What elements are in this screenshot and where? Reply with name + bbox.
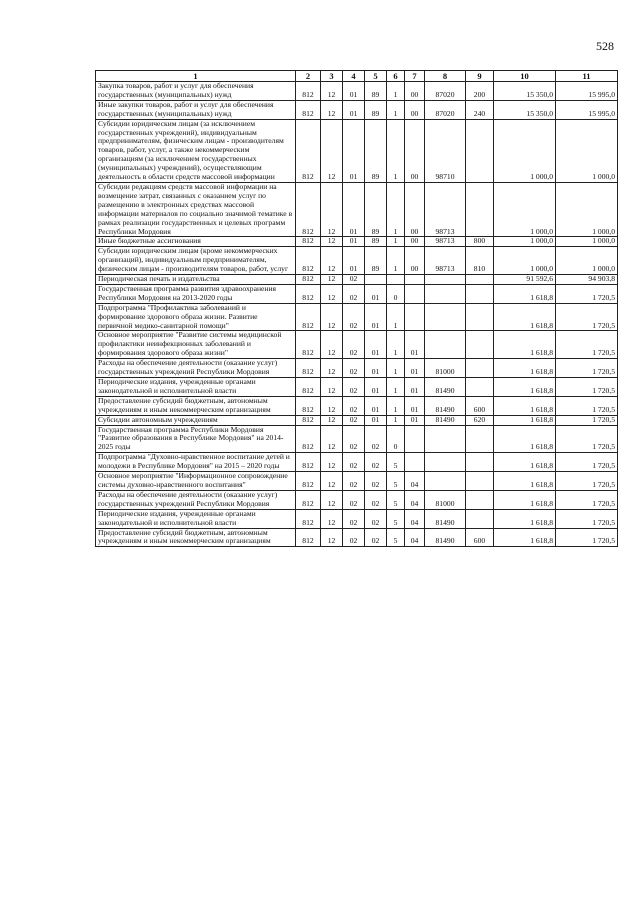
program-cell: 01 — [365, 284, 387, 303]
direction-cell — [425, 331, 466, 359]
code-cell: 812 — [296, 453, 321, 472]
amount-year-2-cell: 1 720,5 — [556, 331, 618, 359]
table-header-row — [96, 71, 618, 82]
program-cell: 01 — [365, 303, 387, 331]
direction-cell — [425, 453, 466, 472]
subsection-cell: 02 — [343, 378, 365, 397]
amount-year-2-cell: 1 720,5 — [556, 415, 618, 425]
expense-type-cell — [466, 275, 494, 285]
expense-type-cell: 200 — [466, 82, 494, 101]
column-header: 10 — [494, 71, 556, 82]
event-cell — [405, 425, 425, 453]
subprogram-cell: 1 — [387, 119, 405, 182]
row-name-cell: Расходы на обеспечение деятельности (оказание услуг) государственных учреждений Республики Мордовия — [96, 490, 296, 509]
subsection-cell: 02 — [343, 415, 365, 425]
event-cell: 01 — [405, 396, 425, 415]
subprogram-cell: 1 — [387, 237, 405, 247]
program-cell: 01 — [365, 359, 387, 378]
direction-cell — [425, 303, 466, 331]
subsection-cell: 01 — [343, 237, 365, 247]
subsection-cell: 01 — [343, 82, 365, 101]
expense-type-cell — [466, 119, 494, 182]
table-row — [96, 359, 618, 378]
expense-type-cell — [466, 472, 494, 491]
amount-year-1-cell: 1 000,0 — [494, 119, 556, 182]
expense-type-cell — [466, 303, 494, 331]
section-cell: 12 — [321, 425, 343, 453]
budget-table — [95, 70, 618, 547]
section-cell: 12 — [321, 275, 343, 285]
row-name-cell: Основное мероприятие "Информационное сопровождение системы духовно-нравственного воспитания" — [96, 472, 296, 491]
direction-cell: 87020 — [425, 82, 466, 101]
direction-cell: 81490 — [425, 415, 466, 425]
program-cell: 02 — [365, 528, 387, 547]
row-name-cell: Подпрограмма "Профилактика заболеваний и формирование здорового образа жизни. Развитие первичной медико-санитарной помощи" — [96, 303, 296, 331]
program-cell: 89 — [365, 119, 387, 182]
event-cell: 01 — [405, 331, 425, 359]
event-cell: 04 — [405, 509, 425, 528]
row-name-cell: Субсидии автономным учреждениям — [96, 415, 296, 425]
direction-cell: 98710 — [425, 119, 466, 182]
event-cell: 01 — [405, 359, 425, 378]
amount-year-2-cell: 1 720,5 — [556, 284, 618, 303]
code-cell: 812 — [296, 415, 321, 425]
column-header: 2 — [296, 71, 321, 82]
subprogram-cell: 1 — [387, 415, 405, 425]
direction-cell: 98713 — [425, 247, 466, 275]
subprogram-cell: 0 — [387, 425, 405, 453]
code-cell: 812 — [296, 425, 321, 453]
event-cell: 00 — [405, 247, 425, 275]
subsection-cell: 02 — [343, 425, 365, 453]
amount-year-1-cell: 91 592,6 — [494, 275, 556, 285]
row-name-cell: Периодические издания, учрежденные органами законодательной и исполнительной власти — [96, 378, 296, 397]
row-name-cell: Подпрограмма "Духовно-нравственное воспитание детей и молодежи в Республике Мордовия" на 2015 – 2020 годы — [96, 453, 296, 472]
program-cell: 89 — [365, 237, 387, 247]
table-row — [96, 509, 618, 528]
subsection-cell: 02 — [343, 284, 365, 303]
subsection-cell: 02 — [343, 359, 365, 378]
subprogram-cell: 0 — [387, 284, 405, 303]
column-header: 3 — [321, 71, 343, 82]
amount-year-1-cell: 1 618,8 — [494, 490, 556, 509]
amount-year-2-cell: 1 000,0 — [556, 182, 618, 236]
direction-cell: 81490 — [425, 528, 466, 547]
code-cell: 812 — [296, 119, 321, 182]
amount-year-2-cell: 1 000,0 — [556, 237, 618, 247]
section-cell: 12 — [321, 303, 343, 331]
table-row — [96, 415, 618, 425]
column-header: 4 — [343, 71, 365, 82]
event-cell — [405, 275, 425, 285]
program-cell: 01 — [365, 415, 387, 425]
column-header: 11 — [556, 71, 618, 82]
amount-year-1-cell: 1 618,8 — [494, 509, 556, 528]
amount-year-2-cell: 1 000,0 — [556, 119, 618, 182]
amount-year-2-cell: 94 903,8 — [556, 275, 618, 285]
subprogram-cell: 5 — [387, 490, 405, 509]
event-cell: 00 — [405, 119, 425, 182]
amount-year-1-cell: 1 000,0 — [494, 237, 556, 247]
subsection-cell: 02 — [343, 331, 365, 359]
expense-type-cell — [466, 331, 494, 359]
subsection-cell: 01 — [343, 182, 365, 236]
section-cell: 12 — [321, 509, 343, 528]
subprogram-cell: 1 — [387, 396, 405, 415]
expense-type-cell: 810 — [466, 247, 494, 275]
amount-year-2-cell: 1 720,5 — [556, 425, 618, 453]
amount-year-1-cell: 1 618,8 — [494, 378, 556, 397]
subsection-cell: 01 — [343, 119, 365, 182]
subsection-cell: 02 — [343, 453, 365, 472]
expense-type-cell: 600 — [466, 528, 494, 547]
event-cell: 00 — [405, 237, 425, 247]
amount-year-2-cell: 1 720,5 — [556, 359, 618, 378]
amount-year-1-cell: 1 618,8 — [494, 415, 556, 425]
column-header: 8 — [425, 71, 466, 82]
code-cell: 812 — [296, 247, 321, 275]
table-row — [96, 182, 618, 236]
subprogram-cell: 1 — [387, 359, 405, 378]
subsection-cell: 02 — [343, 275, 365, 285]
table-row — [96, 275, 618, 285]
table-row — [96, 303, 618, 331]
code-cell: 812 — [296, 472, 321, 491]
program-cell — [365, 275, 387, 285]
column-header: 5 — [365, 71, 387, 82]
code-cell: 812 — [296, 509, 321, 528]
event-cell: 04 — [405, 528, 425, 547]
amount-year-1-cell: 1 618,8 — [494, 472, 556, 491]
program-cell: 02 — [365, 490, 387, 509]
expense-type-cell: 240 — [466, 100, 494, 119]
code-cell: 812 — [296, 284, 321, 303]
event-cell: 00 — [405, 182, 425, 236]
subprogram-cell: 5 — [387, 509, 405, 528]
table-row — [96, 82, 618, 101]
program-cell: 89 — [365, 247, 387, 275]
direction-cell — [425, 472, 466, 491]
direction-cell: 98713 — [425, 182, 466, 236]
row-name-cell: Субсидии юридическим лицам (кроме некоммерческих организаций), индивидуальным предпринимателям, физическим лицам - производителям товаров, работ, услуг — [96, 247, 296, 275]
table-row — [96, 237, 618, 247]
subsection-cell: 02 — [343, 528, 365, 547]
table-row — [96, 284, 618, 303]
amount-year-2-cell: 1 720,5 — [556, 490, 618, 509]
subprogram-cell: 1 — [387, 331, 405, 359]
direction-cell — [425, 425, 466, 453]
section-cell: 12 — [321, 237, 343, 247]
event-cell — [405, 303, 425, 331]
row-name-cell: Предоставление субсидий бюджетным, автономным учреждениям и иным некоммерческим организациям — [96, 396, 296, 415]
event-cell: 04 — [405, 490, 425, 509]
section-cell: 12 — [321, 284, 343, 303]
direction-cell: 81490 — [425, 396, 466, 415]
amount-year-2-cell: 1 720,5 — [556, 303, 618, 331]
subsection-cell: 02 — [343, 490, 365, 509]
expense-type-cell — [466, 359, 494, 378]
subsection-cell: 01 — [343, 100, 365, 119]
code-cell: 812 — [296, 378, 321, 397]
expense-type-cell — [466, 182, 494, 236]
direction-cell — [425, 284, 466, 303]
expense-type-cell — [466, 509, 494, 528]
amount-year-1-cell: 1 618,8 — [494, 396, 556, 415]
code-cell: 812 — [296, 331, 321, 359]
amount-year-2-cell: 1 720,5 — [556, 453, 618, 472]
program-cell: 01 — [365, 396, 387, 415]
amount-year-2-cell: 15 995,0 — [556, 82, 618, 101]
subsection-cell: 02 — [343, 396, 365, 415]
section-cell: 12 — [321, 415, 343, 425]
expense-type-cell: 800 — [466, 237, 494, 247]
table-row — [96, 425, 618, 453]
amount-year-2-cell: 1 720,5 — [556, 378, 618, 397]
event-cell — [405, 453, 425, 472]
row-name-cell: Иные закупки товаров, работ и услуг для обеспечения государственных (муниципальных) нужд — [96, 100, 296, 119]
amount-year-1-cell: 1 618,8 — [494, 331, 556, 359]
expense-type-cell: 620 — [466, 415, 494, 425]
table-row — [96, 331, 618, 359]
page-number: 528 — [596, 39, 614, 53]
amount-year-2-cell: 1 720,5 — [556, 509, 618, 528]
subprogram-cell: 1 — [387, 182, 405, 236]
section-cell: 12 — [321, 359, 343, 378]
event-cell — [405, 284, 425, 303]
amount-year-1-cell: 1 618,8 — [494, 453, 556, 472]
program-cell: 89 — [365, 82, 387, 101]
table-row — [96, 472, 618, 491]
subprogram-cell: 1 — [387, 378, 405, 397]
amount-year-1-cell: 1 618,8 — [494, 425, 556, 453]
expense-type-cell — [466, 284, 494, 303]
program-cell: 89 — [365, 100, 387, 119]
event-cell: 00 — [405, 82, 425, 101]
program-cell: 01 — [365, 331, 387, 359]
expense-type-cell — [466, 425, 494, 453]
subsection-cell: 02 — [343, 303, 365, 331]
table-row — [96, 119, 618, 182]
direction-cell: 81490 — [425, 509, 466, 528]
amount-year-2-cell: 15 995,0 — [556, 100, 618, 119]
amount-year-2-cell: 1 720,5 — [556, 396, 618, 415]
section-cell: 12 — [321, 490, 343, 509]
row-name-cell: Расходы на обеспечение деятельности (оказание услуг) государственных учреждений Республики Мордовия — [96, 359, 296, 378]
section-cell: 12 — [321, 378, 343, 397]
amount-year-2-cell: 1 720,5 — [556, 528, 618, 547]
direction-cell: 98713 — [425, 237, 466, 247]
section-cell: 12 — [321, 453, 343, 472]
column-header: 6 — [387, 71, 405, 82]
event-cell: 01 — [405, 378, 425, 397]
section-cell: 12 — [321, 247, 343, 275]
program-cell: 01 — [365, 378, 387, 397]
row-name-cell: Периодическая печать и издательства — [96, 275, 296, 285]
event-cell: 01 — [405, 415, 425, 425]
column-header: 9 — [466, 71, 494, 82]
program-cell: 02 — [365, 509, 387, 528]
table-row — [96, 247, 618, 275]
expense-type-cell — [466, 378, 494, 397]
subprogram-cell — [387, 275, 405, 285]
event-cell: 00 — [405, 100, 425, 119]
table-row — [96, 453, 618, 472]
code-cell: 812 — [296, 182, 321, 236]
subprogram-cell: 1 — [387, 100, 405, 119]
code-cell: 812 — [296, 82, 321, 101]
subsection-cell: 02 — [343, 509, 365, 528]
subprogram-cell: 1 — [387, 82, 405, 101]
subprogram-cell: 5 — [387, 453, 405, 472]
subprogram-cell: 1 — [387, 303, 405, 331]
amount-year-2-cell: 1 720,5 — [556, 472, 618, 491]
expense-type-cell — [466, 453, 494, 472]
column-header: 7 — [405, 71, 425, 82]
amount-year-1-cell: 15 350,0 — [494, 100, 556, 119]
direction-cell: 81000 — [425, 490, 466, 509]
row-name-cell: Субсидии юридическим лицам (за исключением государственных учреждений), индивидуальным предпринимателям, физическим лицам - производителям товаров, работ, услуг, а также некоммерческим организациям (за исключением государственных (муниципальных) учреждений), осуществляющим деятельность в области средств массовой информации — [96, 119, 296, 182]
row-name-cell: Иные бюджетные ассигнования — [96, 237, 296, 247]
code-cell: 812 — [296, 396, 321, 415]
subprogram-cell: 5 — [387, 472, 405, 491]
amount-year-1-cell: 1 618,8 — [494, 359, 556, 378]
program-cell: 89 — [365, 182, 387, 236]
section-cell: 12 — [321, 182, 343, 236]
row-name-cell: Государственная программа развития здравоохранения Республики Мордовия на 2013-2020 годы — [96, 284, 296, 303]
subsection-cell: 02 — [343, 472, 365, 491]
direction-cell: 87020 — [425, 100, 466, 119]
row-name-cell: Закупка товаров, работ и услуг для обеспечения государственных (муниципальных) нужд — [96, 82, 296, 101]
section-cell: 12 — [321, 119, 343, 182]
amount-year-2-cell: 1 000,0 — [556, 247, 618, 275]
subsection-cell: 01 — [343, 247, 365, 275]
direction-cell: 81490 — [425, 378, 466, 397]
program-cell: 02 — [365, 453, 387, 472]
code-cell: 812 — [296, 100, 321, 119]
column-header: 1 — [96, 71, 296, 82]
amount-year-1-cell: 1 618,8 — [494, 284, 556, 303]
row-name-cell: Субсидии редакциям средств массовой информации на возмещение затрат, связанных с оказанием услуг по размещению в электронных средствах массовой информации материалов по социально значимой тематике в рамках реализации государственных и целевых программ Республики Мордовия — [96, 182, 296, 236]
code-cell: 812 — [296, 359, 321, 378]
section-cell: 12 — [321, 396, 343, 415]
section-cell: 12 — [321, 331, 343, 359]
section-cell: 12 — [321, 472, 343, 491]
code-cell: 812 — [296, 237, 321, 247]
section-cell: 12 — [321, 528, 343, 547]
expense-type-cell: 600 — [466, 396, 494, 415]
event-cell: 04 — [405, 472, 425, 491]
code-cell: 812 — [296, 490, 321, 509]
expense-type-cell — [466, 490, 494, 509]
program-cell: 02 — [365, 425, 387, 453]
direction-cell — [425, 275, 466, 285]
amount-year-1-cell: 1 618,8 — [494, 528, 556, 547]
table-row — [96, 396, 618, 415]
code-cell: 812 — [296, 303, 321, 331]
table-row — [96, 490, 618, 509]
amount-year-1-cell: 1 000,0 — [494, 182, 556, 236]
subprogram-cell: 5 — [387, 528, 405, 547]
amount-year-1-cell: 15 350,0 — [494, 82, 556, 101]
amount-year-1-cell: 1 618,8 — [494, 303, 556, 331]
row-name-cell: Предоставление субсидий бюджетным, автономным учреждениям и иным некоммерческим организациям — [96, 528, 296, 547]
section-cell: 12 — [321, 82, 343, 101]
amount-year-1-cell: 1 000,0 — [494, 247, 556, 275]
table-row — [96, 528, 618, 547]
direction-cell: 81000 — [425, 359, 466, 378]
row-name-cell: Основное мероприятие "Развитие системы медицинской профилактики неинфекционных заболеваний и формирования здорового образа жизни" — [96, 331, 296, 359]
section-cell: 12 — [321, 100, 343, 119]
table-row — [96, 378, 618, 397]
program-cell: 02 — [365, 472, 387, 491]
table-row — [96, 100, 618, 119]
code-cell: 812 — [296, 275, 321, 285]
subprogram-cell: 1 — [387, 247, 405, 275]
code-cell: 812 — [296, 528, 321, 547]
row-name-cell: Периодические издания, учрежденные органами законодательной и исполнительной власти — [96, 509, 296, 528]
row-name-cell: Государственная программа Республики Мордовия "Развитие образования в Республике Мордовия" на 2014-2025 годы — [96, 425, 296, 453]
